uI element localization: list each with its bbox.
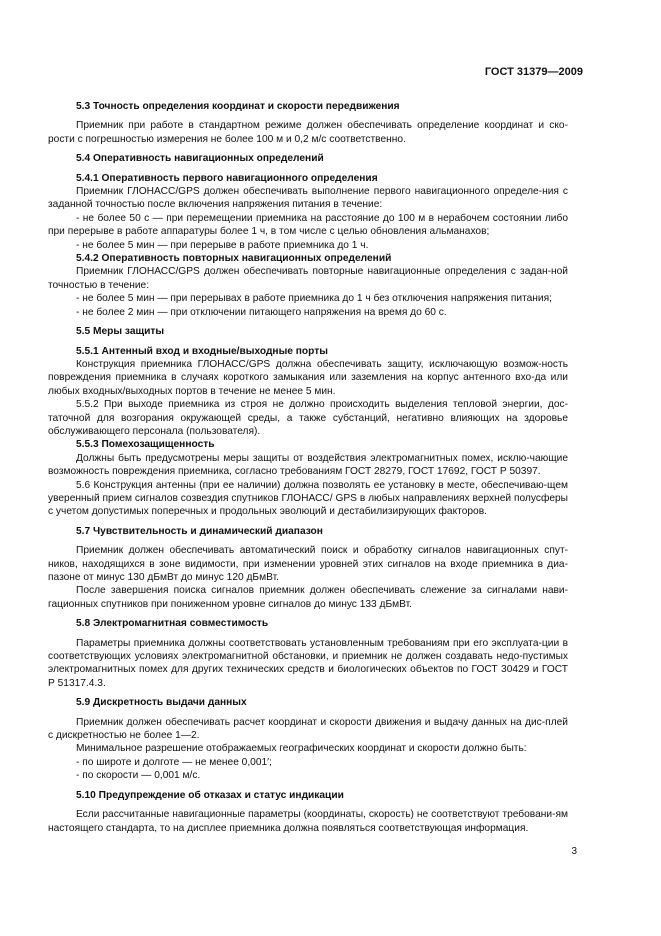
paragraph: 5.5.2 При выходе приемника из строя не должно происходить выделения тепловой энергии, дос-таточной для возгорания окружающей среды, а также субстанций, негативно влияющих на здоровье обслуживающего персонала (пользователя).: [48, 399, 568, 437]
paragraph: Приемник должен обеспечивать автоматический поиск и обработку сигналов навигационных спут-ников, находящихся в зоне видимости, при изменении уровней этих сигналов на входе приемника в диа-пазоне от минус 130 дБмВт до минус 120 дБмВт.: [48, 545, 568, 583]
paragraph: Приемник ГЛОНАСС/GPS должен обеспечивать повторные навигационные определения с задан-ной точностью в течение:: [48, 266, 568, 291]
paragraph: Минимальное разрешение отображаемых географических координат и скорости должно быть:: [76, 743, 527, 755]
paragraph: Приемник при работе в стандартном режиме должен обеспечивать определение координат и ско-рости с погрешностью измерения не более 100 м и 0,2 м/с соответственно.: [48, 120, 568, 145]
paragraph: Конструкция приемника ГЛОНАСС/GPS должна обеспечивать защиту, исключающую возмож-ность повреждения приемника в случаях короткого замыкания или заземления на корпус антенного вхо-да или любых входных/выходных портов в течение не менее 5 мин.: [48, 358, 568, 397]
section-heading-5-4: 5.4 Оперативность навигационных определений: [76, 153, 324, 165]
paragraph: Приемник должен обеспечивать расчет координат и скорости движения и выдачу данных на дис-плей с дискретностью не более 1—2.: [48, 716, 568, 742]
paragraph: После завершения поиска сигналов приемник должен обеспечивать слежение за сигналами нави-гационных спутников при пониженном уровне сигналов до минус 133 дБмВт.: [48, 585, 568, 610]
subsection-heading-5-5-3: 5.5.3 Помехозащищенность: [76, 439, 215, 451]
document-header: ГОСТ 31379—2009: [484, 66, 583, 78]
section-heading-5-10: 5.10 Предупреждение об отказах и статус индикации: [76, 789, 344, 801]
paragraph: Должны быть предусмотрены меры защиты от воздействия электромагнитных помех, исклю-чающие возможность повреждения приемника, согласно требованиям ГОСТ 28279, ГОСТ 17692, ГОСТ Р 50397.: [48, 452, 568, 478]
list-item: - не более 5 мин — при перерывах в работе приемника до 1 ч без отключения напряжения питания;: [76, 293, 552, 305]
section-heading-5-7: 5.7 Чувствительность и динамический диапазон: [76, 525, 323, 537]
page-number: 3: [571, 846, 577, 857]
section-heading-5-8: 5.8 Электромагнитная совместимость: [76, 618, 269, 630]
subsection-heading-5-5-1: 5.5.1 Антенный вход и входные/выходные порты: [76, 345, 328, 357]
section-heading-5-3: 5.3 Точность определения координат и скорости передвижения: [76, 101, 400, 112]
subsection-heading-5-4-2: 5.4.2 Оперативность повторных навигационных определений: [76, 253, 392, 265]
list-item: - не более 5 мин — при перерыве в работе приемника до 1 ч.: [76, 239, 369, 251]
paragraph: 5.6 Конструкция антенны (при ее наличии) должна позволять ее установку в месте, обеспечиваю-щем уверенный прием сигналов созвездия спутников ГЛОНАСС/ GPS в любых направлениях верхней полусферы с учетом допустимых поперечных и продольных эволюций и дестабилизирующих факторов.: [48, 479, 568, 518]
list-item: - не более 2 мин — при отключении питающего напряжения на время до 60 с.: [76, 306, 447, 318]
section-heading-5-9: 5.9 Дискретность выдачи данных: [76, 697, 247, 709]
paragraph: Параметры приемника должны соответствовать установленным требованиям при его эксплуата-ции в соответствующих условиях электромагнитной обстановки, и приемник не должен создавать недо-пустимых электромагнитных помех для других технических средств и биологических объектов по ГОСТ 30429 и ГОСТ Р 51317.4.3.: [48, 637, 568, 689]
list-item: - по скорости — 0,001 м/с.: [76, 770, 201, 782]
section-heading-5-5: 5.5 Меры защиты: [76, 326, 165, 338]
document-body: [48, 94, 568, 835]
list-item: - по широте и долготе — не менее 0,001′;: [76, 756, 272, 768]
paragraph: Если рассчитанные навигационные параметры (координаты, скорость) не соответствуют требовани-ям настоящего стандарта, то на дисплее приемника должна появляться соответствующая информация.: [48, 809, 568, 834]
paragraph: Приемник ГЛОНАСС/GPS должен обеспечивать выполнение первого навигационного определе-ния с заданной точностью после включения напряжения питания в течение:: [48, 186, 568, 211]
subsection-heading-5-4-1: 5.4.1 Оперативность первого навигационного определения: [76, 172, 378, 184]
list-item: - не более 50 с — при перемещении приемника на расстояние до 100 м в нерабочем состоянии либо при перерыве в работе аппаратуры более 1 ч, в том числе с целью обновления альманахов;: [48, 212, 568, 238]
